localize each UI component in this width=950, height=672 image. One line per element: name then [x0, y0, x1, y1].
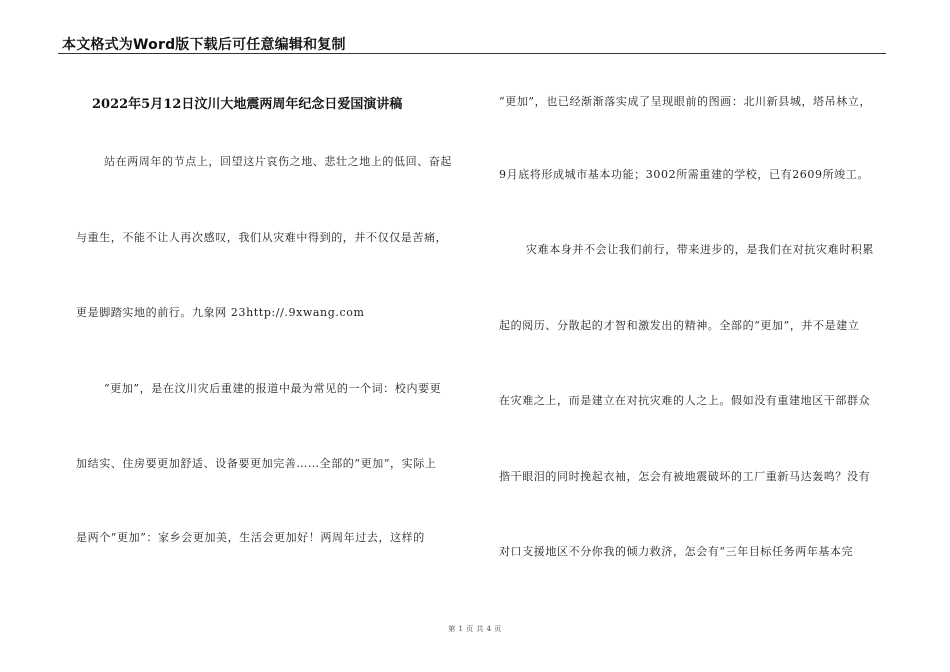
- header-divider: [58, 53, 886, 54]
- left-column-line: “更加”，是在汶川灾后重建的报道中最为常见的一个词：校内要更: [104, 382, 442, 395]
- page-header-text: 本文格式为Word版下载后可任意编辑和复制: [62, 37, 346, 53]
- right-column-line: “更加”，也已经渐渐落实成了呈现眼前的图画：北川新县城，塔吊林立，: [499, 95, 872, 108]
- left-column-line: 站在两周年的节点上，回望这片哀伤之地、悲壮之地上的低回、奋起: [104, 155, 452, 168]
- right-column-line: 对口支援地区不分你我的倾力救济，怎会有“三年目标任务两年基本完: [499, 545, 854, 558]
- right-column-line: 起的阅历、分散起的才智和激发出的精神。全部的“更加”，并不是建立: [499, 319, 860, 332]
- right-column-line: 在灾难之上，而是建立在对抗灾难的人之上。假如没有重建地区干部群众: [499, 394, 871, 407]
- left-column-line: 加结实、住房要更加舒适、设备要更加完善……全部的“更加”，实际上: [76, 457, 437, 470]
- right-column-line: 灾难本身并不会让我们前行，带来进步的，是我们在对抗灾难时积累: [526, 243, 874, 256]
- left-column-line: 是两个“更加”：家乡会更加美，生活会更加好！两周年过去，这样的: [76, 531, 425, 544]
- left-column-line: 与重生，不能不让人再次感叹，我们从灾难中得到的，并不仅仅是苦痛，: [76, 231, 448, 244]
- left-column-line: 更是脚踏实地的前行。九象网 23http://.9xwang.com: [76, 306, 365, 319]
- document-title: 2022年5月12日汶川大地震两周年纪念日爱国演讲稿: [92, 97, 403, 112]
- page-number-footer: 第 1 页 共 4 页: [448, 625, 502, 633]
- right-column-line: 揩干眼泪的同时挽起衣袖，怎会有被地震破坏的工厂重新马达轰鸣？没有: [499, 470, 871, 483]
- right-column-line: 9月底将形成城市基本功能；3002所需重建的学校，已有2609所竣工。: [499, 168, 869, 181]
